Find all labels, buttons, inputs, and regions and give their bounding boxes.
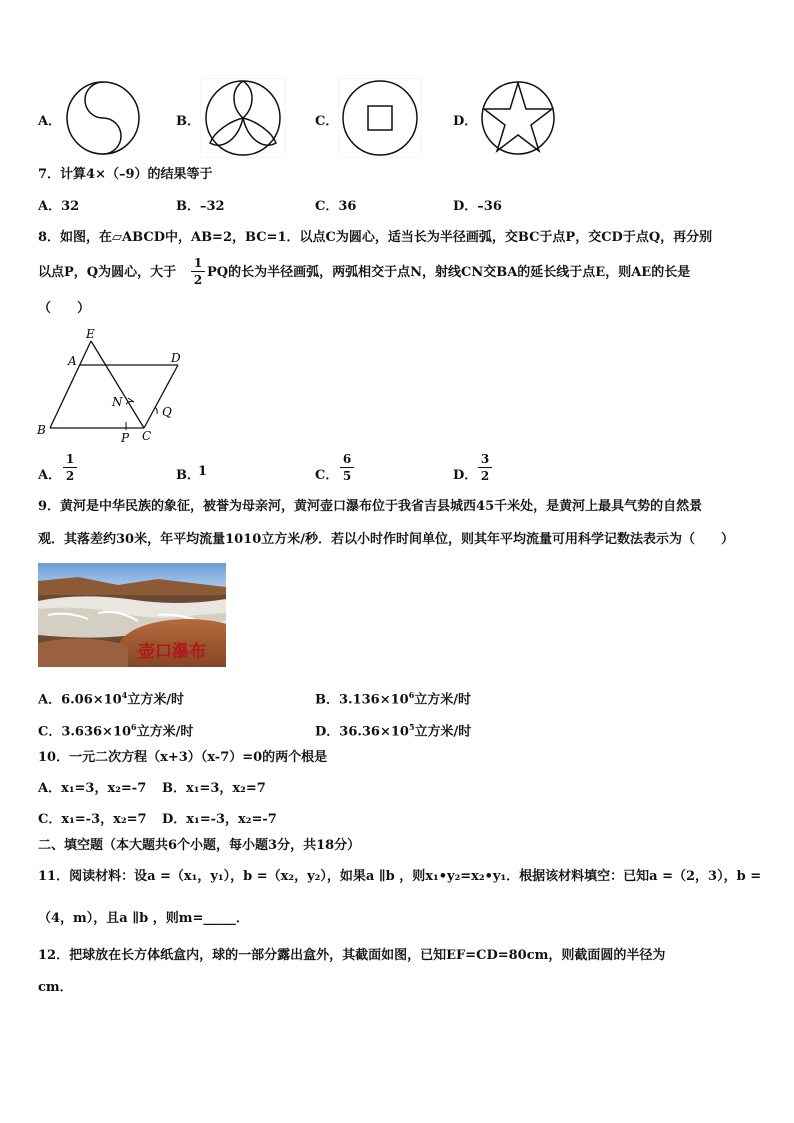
label-p: P <box>121 431 130 445</box>
fraction-denominator: 2 <box>480 469 490 483</box>
q6-option-c-letter: C． <box>315 114 339 129</box>
waterfall-photo <box>38 563 226 667</box>
fraction-denominator: 2 <box>65 469 75 483</box>
q10-option-d: D．x₁=-3，x₂=-7 <box>162 812 277 827</box>
q8-stem-line2b: PQ的长为半径画弧，两弧相交于点N，射线CN交BA的延长线于点E，则AE的长是 <box>207 265 691 280</box>
fraction-numerator: 1 <box>193 256 203 270</box>
q9-option-a <box>38 687 184 708</box>
q12-stem-line1: 12．把球放在长方体纸盒内，球的一部分露出盒外，其截面如图，已知EF=CD=80cm，则截面圆的半径为 <box>38 948 666 963</box>
label-d: D <box>171 351 181 365</box>
q10-option-a: A．x₁=3，x₂=-7 <box>38 781 147 796</box>
q8-option-d-letter: D． <box>453 468 478 483</box>
q7-option-d: D．–36 <box>453 199 502 214</box>
q8-parallelogram-figure <box>34 324 194 448</box>
option-a-exponent: 4 <box>121 690 128 700</box>
taiji-circle-icon <box>62 80 144 156</box>
option-d-exponent: 5 <box>408 722 415 732</box>
label-a: A <box>68 354 77 368</box>
q9-stem-line1: 9．黄河是中华民族的象征，被誉为母亲河，黄河壶口瀑布位于我省吉县城西45千米处，是黄河上最具气势的自然景 <box>38 499 703 514</box>
label-e: E <box>86 327 95 341</box>
option-b-exponent: 6 <box>408 690 415 700</box>
fraction-numerator: 6 <box>342 452 352 466</box>
coin-square-icon <box>338 78 422 158</box>
option-c-exponent: 6 <box>131 722 137 732</box>
q6-option-d-letter: D． <box>453 114 478 129</box>
q10-option-c: C．x₁=-3，x₂=7 <box>38 812 147 827</box>
q11-stem-line1: 11．阅读材料：设a =（x₁，y₁），b =（x₂，y₂），如果a ∥b ，则x₁•y₂=x₂•y₁．根据该材料填空：已知a =（2，3），b = <box>38 869 762 884</box>
q6-option-b-letter: B． <box>176 114 200 129</box>
hukou-waterfall-image <box>38 563 226 667</box>
label-n: N <box>112 395 123 409</box>
q8-option-b-letter: B． <box>176 468 200 483</box>
option-d-unit: 立方米/时 <box>414 724 472 740</box>
q8-option-c-fraction <box>340 452 354 483</box>
q7-option-b: B．–32 <box>176 199 225 214</box>
q9-option-d <box>315 719 471 740</box>
q6-option-a-letter: A． <box>38 114 62 129</box>
label-q: Q <box>162 405 172 419</box>
option-a-unit: 立方米/时 <box>127 692 185 708</box>
q8-option-b-value: 1 <box>198 464 208 479</box>
option-b-unit: 立方米/时 <box>414 692 472 708</box>
q8-option-d-fraction <box>478 452 492 483</box>
q9-stem-line2: 观．其落差约30米，年平均流量1010立方米/秒．若以小时作时间单位，则其年平均流量可用科学记数法表示为（ ） <box>38 532 735 547</box>
q10-option-b: B．x₁=3，x₂=7 <box>162 781 266 796</box>
option-c-base: C．3.636×10 <box>38 724 132 740</box>
label-c: C <box>142 429 152 443</box>
q8-option-c-letter: C． <box>315 468 339 483</box>
q7-option-c: C．36 <box>315 199 357 214</box>
star-in-circle-icon <box>478 80 558 156</box>
q8-answer-paren: （ ） <box>38 301 91 316</box>
q8-fraction-half <box>191 256 205 287</box>
fraction-numerator: 3 <box>480 452 490 466</box>
option-b-base: B．3.136×10 <box>315 692 409 708</box>
fraction-denominator: 5 <box>342 469 352 483</box>
fraction-numerator: 1 <box>65 452 75 466</box>
option-d-base: D．36.36×10 <box>315 724 409 740</box>
q8-stem-line2a: 以点P，Q为圆心，大于 <box>38 265 177 280</box>
option-a-base: A．6.06×10 <box>38 692 122 708</box>
q8-option-a-letter: A． <box>38 468 62 483</box>
q8-option-a-fraction <box>63 452 77 483</box>
q9-option-c <box>38 719 193 740</box>
q7-option-a: A．32 <box>38 199 80 214</box>
q11-stem-line2: （4，m），且a ∥b ，则m=_____． <box>38 911 249 926</box>
q10-stem: 10．一元二次方程（x+3）（x-7）=0的两个根是 <box>38 750 328 765</box>
section-heading-fill-in: 二、填空题（本大题共6个小题，每小题3分，共18分） <box>38 838 361 853</box>
q7-stem: 7．计算4×（–9）的结果等于 <box>38 167 213 182</box>
q9-option-b <box>315 687 471 708</box>
label-b: B <box>37 423 46 437</box>
q12-stem-line2: cm． <box>38 980 73 995</box>
fraction-denominator: 2 <box>193 273 203 287</box>
photo-caption: 壶口瀑布 <box>138 642 206 662</box>
q8-stem-line1: 8．如图，在▱ABCD中，AB=2，BC=1．以点C为圆心，适当长为半径画弧，交BC于点P，交CD于点Q，再分别 <box>38 230 713 245</box>
option-c-unit: 立方米/时 <box>136 724 194 740</box>
three-petal-circle-icon <box>200 78 286 158</box>
